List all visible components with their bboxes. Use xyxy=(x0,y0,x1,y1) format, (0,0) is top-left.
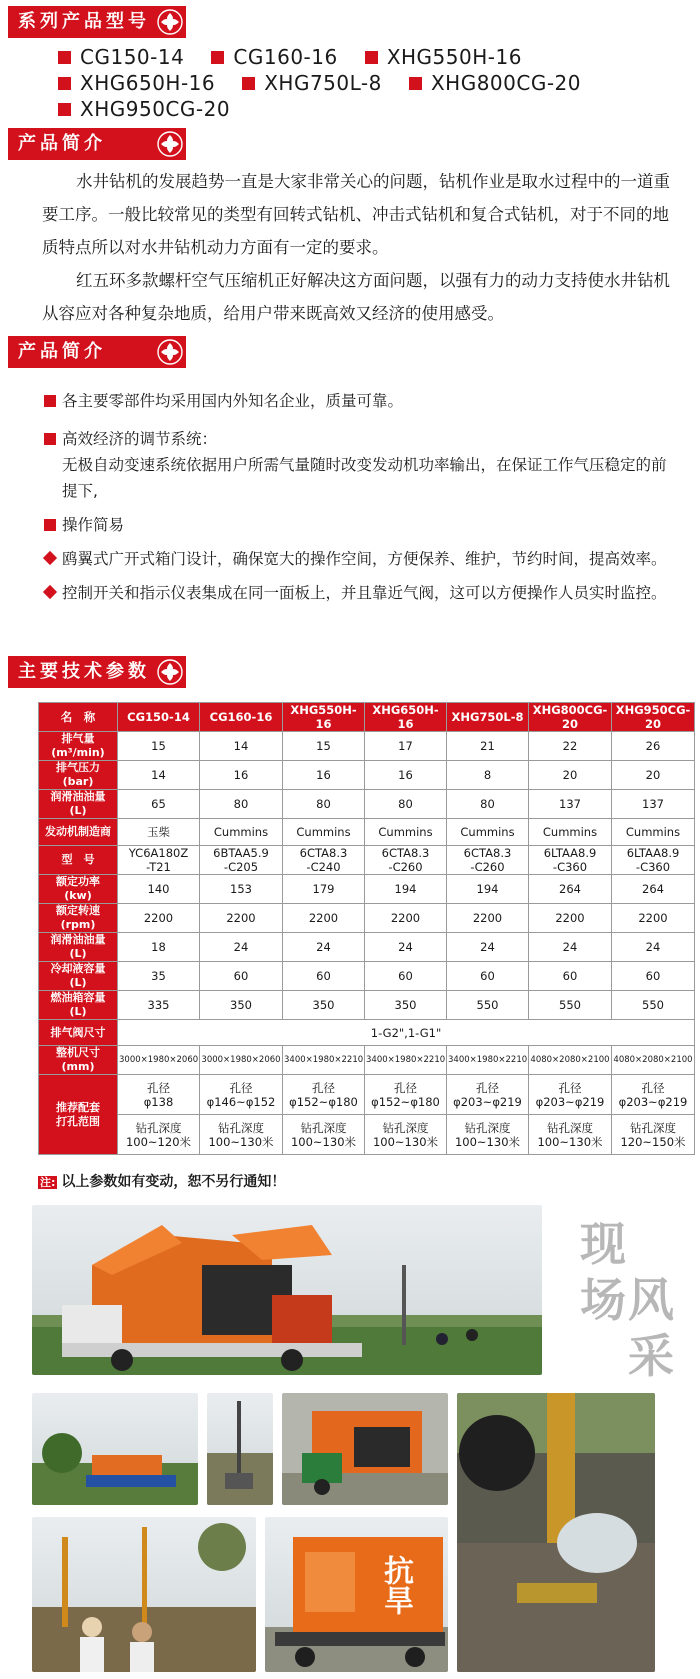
flower-icon xyxy=(156,658,184,686)
table-cell: 钻孔深度 100~130米 xyxy=(529,1115,612,1155)
table-cell: 2200 xyxy=(447,904,529,933)
table-cell: 3000×1980×2060 xyxy=(200,1046,283,1075)
table-cell: 80 xyxy=(200,790,283,819)
feature-item: 控制开关和指示仪表集成在同一面板上，并且靠近气阀，这可以方便操作人员实时监控。 xyxy=(44,580,674,606)
table-row xyxy=(39,1046,695,1075)
table-row xyxy=(39,732,695,761)
spec-table xyxy=(38,702,695,1155)
table-cell: 20 xyxy=(612,761,695,790)
feature-list xyxy=(44,388,674,606)
table-cell: 钻孔深度 100~130米 xyxy=(283,1115,365,1155)
table-cell: 钻孔深度 100~130米 xyxy=(365,1115,447,1155)
table-cell: 17 xyxy=(365,732,447,761)
table-cell: 26 xyxy=(612,732,695,761)
table-row xyxy=(39,991,695,1020)
photo-workers xyxy=(32,1517,256,1672)
table-cell: 钻孔深度 120~150米 xyxy=(612,1115,695,1155)
model-item: CG160-16 xyxy=(211,44,337,70)
model-item: XHG950CG-20 xyxy=(58,96,230,122)
table-cell: 孔径 φ203~φ219 xyxy=(447,1075,529,1115)
note-text: 以上参数如有变动，恕不另行通知！ xyxy=(61,1174,286,1190)
table-cell: Cummins xyxy=(612,819,695,846)
photo-orange-truck xyxy=(265,1517,448,1672)
table-cell: 137 xyxy=(529,790,612,819)
photo-compressor-unit xyxy=(282,1393,448,1505)
section-header-features xyxy=(8,336,186,368)
table-cell: 2200 xyxy=(612,904,695,933)
section-header-models xyxy=(8,6,186,38)
table-row xyxy=(39,904,695,933)
table-cell: 孔径 φ203~φ219 xyxy=(612,1075,695,1115)
table-cell: Cummins xyxy=(365,819,447,846)
table-cell: 玉柴 xyxy=(118,819,200,846)
model-item: CG150-14 xyxy=(58,44,184,70)
row-label: 额定功率 (kw) xyxy=(39,875,118,904)
table-header-row xyxy=(39,703,695,732)
table-cell: 6BTAA5.9 -C205 xyxy=(200,846,283,875)
caption-char: 风 xyxy=(628,1273,674,1327)
intro-text xyxy=(42,165,670,330)
row-label: 型 号 xyxy=(39,846,118,875)
table-cell: 6LTAA8.9 -C360 xyxy=(612,846,695,875)
table-cell: 钻孔深度 100~130米 xyxy=(200,1115,283,1155)
table-cell: 137 xyxy=(612,790,695,819)
table-row xyxy=(39,1075,695,1115)
table-cell: 179 xyxy=(283,875,365,904)
table-cell: 24 xyxy=(283,933,365,962)
table-cell: 550 xyxy=(447,991,529,1020)
table-cell: 3400×1980×2210 xyxy=(447,1046,529,1075)
table-cell: 140 xyxy=(118,875,200,904)
table-cell: Cummins xyxy=(283,819,365,846)
row-label: 冷却液容量 (L) xyxy=(39,962,118,991)
table-cell: 264 xyxy=(529,875,612,904)
table-cell: Cummins xyxy=(200,819,283,846)
table-cell: 60 xyxy=(612,962,695,991)
table-cell: 153 xyxy=(200,875,283,904)
table-cell: 钻孔深度 100~120米 xyxy=(118,1115,200,1155)
table-cell: 孔径 φ138 xyxy=(118,1075,200,1115)
table-row xyxy=(39,790,695,819)
table-cell: 80 xyxy=(365,790,447,819)
feature-item: 高效经济的调节系统： xyxy=(44,426,674,452)
intro-paragraph-2: 红五环多款螺杆空气压缩机正好解决这方面问题，以强有力的动力支持使水井钻机从容应对各种复杂地质，给用户带来既高效又经济的使用感受。 xyxy=(42,271,670,323)
table-header-model: XHG550H-16 xyxy=(283,703,365,732)
feature-detail: 无极自动变速系统依据用户所需气量随时改变发动机功率输出，在保证工作气压稳定的前提下, xyxy=(62,456,667,500)
table-cell: 60 xyxy=(447,962,529,991)
table-cell: 孔径 φ203~φ219 xyxy=(529,1075,612,1115)
table-header-name: 名 称 xyxy=(39,703,118,732)
model-item: XHG800CG-20 xyxy=(409,70,581,96)
table-cell: 6CTA8.3 -C260 xyxy=(447,846,529,875)
intro-paragraph-1: 水井钻机的发展趋势一直是大家非常关心的问题，钻机作业是取水过程中的一道重要工序。一般比较常见的类型有回转式钻机、冲击式钻机和复合式钻机，对于不同的地质特点所以对水井钻机动力方面有一定的要求。 xyxy=(42,172,670,257)
table-cell: 24 xyxy=(200,933,283,962)
table-cell: 孔径 φ152~φ180 xyxy=(283,1075,365,1115)
table-cell: 80 xyxy=(447,790,529,819)
row-label: 发动机制造商 xyxy=(39,819,118,846)
table-cell: 14 xyxy=(118,761,200,790)
flower-icon xyxy=(156,130,184,158)
feature-item: 各主要零部件均采用国内外知名企业，质量可靠。 xyxy=(44,388,674,414)
disclaimer-note xyxy=(38,1171,285,1191)
table-row xyxy=(39,846,695,875)
row-label: 润滑油油量 (L) xyxy=(39,933,118,962)
table-cell: 4080×2080×2100 xyxy=(529,1046,612,1075)
table-cell: 335 xyxy=(118,991,200,1020)
table-header-model: XHG800CG-20 xyxy=(529,703,612,732)
table-cell: 22 xyxy=(529,732,612,761)
table-cell: 3400×1980×2210 xyxy=(365,1046,447,1075)
table-cell: 24 xyxy=(365,933,447,962)
table-cell: 钻孔深度 100~130米 xyxy=(447,1115,529,1155)
table-header-model: CG150-14 xyxy=(118,703,200,732)
table-cell: 194 xyxy=(447,875,529,904)
table-cell: 6LTAA8.9 -C360 xyxy=(529,846,612,875)
photo-field-truck xyxy=(32,1393,198,1505)
table-cell: 3000×1980×2060 xyxy=(118,1046,200,1075)
row-label: 推荐配套 打孔范围 xyxy=(39,1075,118,1155)
table-cell: 4080×2080×2100 xyxy=(612,1046,695,1075)
table-row xyxy=(39,1115,695,1155)
table-cell: 2200 xyxy=(118,904,200,933)
table-cell: 6CTA8.3 -C240 xyxy=(283,846,365,875)
table-cell: 60 xyxy=(529,962,612,991)
table-cell: YC6A180Z -T21 xyxy=(118,846,200,875)
table-cell: 550 xyxy=(529,991,612,1020)
table-cell: 350 xyxy=(365,991,447,1020)
caption-char: 场 xyxy=(580,1273,626,1327)
model-list xyxy=(58,44,678,122)
table-row xyxy=(39,962,695,991)
table-cell: 24 xyxy=(612,933,695,962)
table-cell: 1-G2",1-G1" xyxy=(118,1020,695,1046)
table-cell: 35 xyxy=(118,962,200,991)
table-cell: 350 xyxy=(200,991,283,1020)
row-label: 整机尺寸 (mm) xyxy=(39,1046,118,1075)
table-cell: 3400×1980×2210 xyxy=(283,1046,365,1075)
table-header-model: XHG750L-8 xyxy=(447,703,529,732)
table-row xyxy=(39,875,695,904)
caption-char: 采 xyxy=(628,1329,674,1383)
section-header-intro xyxy=(8,128,186,160)
table-cell: 15 xyxy=(118,732,200,761)
table-cell: 264 xyxy=(612,875,695,904)
row-label: 燃油箱容量 (L) xyxy=(39,991,118,1020)
caption-char: 现 xyxy=(580,1217,626,1271)
table-cell: 60 xyxy=(200,962,283,991)
table-cell: 2200 xyxy=(529,904,612,933)
section-header-params xyxy=(8,656,186,688)
model-item: XHG550H-16 xyxy=(365,44,522,70)
table-cell: 15 xyxy=(283,732,365,761)
flower-icon xyxy=(156,8,184,36)
table-cell: 194 xyxy=(365,875,447,904)
table-cell: 孔径 φ152~φ180 xyxy=(365,1075,447,1115)
table-cell: 20 xyxy=(529,761,612,790)
model-item: XHG750L-8 xyxy=(242,70,382,96)
table-header-model: XHG650H-16 xyxy=(365,703,447,732)
photo-compressor-truck xyxy=(32,1205,542,1375)
table-cell: 21 xyxy=(447,732,529,761)
table-cell: 2200 xyxy=(365,904,447,933)
table-cell: 2200 xyxy=(200,904,283,933)
table-row xyxy=(39,933,695,962)
table-header-model: CG160-16 xyxy=(200,703,283,732)
table-cell: 8 xyxy=(447,761,529,790)
row-label: 润滑油油量 (L) xyxy=(39,790,118,819)
note-tag: 注: xyxy=(40,1176,56,1189)
section-title: 产品简介 xyxy=(18,133,106,154)
table-cell: 60 xyxy=(365,962,447,991)
table-cell: 24 xyxy=(529,933,612,962)
table-cell: 14 xyxy=(200,732,283,761)
table-cell: 350 xyxy=(283,991,365,1020)
section-title: 主要技术参数 xyxy=(18,661,150,682)
table-cell: 60 xyxy=(283,962,365,991)
table-cell: 550 xyxy=(612,991,695,1020)
table-cell: 16 xyxy=(365,761,447,790)
table-cell: Cummins xyxy=(529,819,612,846)
table-cell: 孔径 φ146~φ152 xyxy=(200,1075,283,1115)
truck-label: 抗旱 xyxy=(378,1555,413,1615)
model-item: XHG650H-16 xyxy=(58,70,215,96)
table-row xyxy=(39,819,695,846)
table-cell: 6CTA8.3 -C260 xyxy=(365,846,447,875)
section-title: 产品简介 xyxy=(18,341,106,362)
table-cell: 18 xyxy=(118,933,200,962)
row-label: 排气阀尺寸 xyxy=(39,1020,118,1046)
feature-item: 操作简易 xyxy=(44,512,674,538)
photo-drill-rig xyxy=(207,1393,273,1505)
table-cell: 2200 xyxy=(283,904,365,933)
photo-drilling-water xyxy=(457,1393,655,1672)
section-title: 系列产品型号 xyxy=(18,11,150,32)
row-label: 排气压力 (bar) xyxy=(39,761,118,790)
table-header-model: XHG950CG-20 xyxy=(612,703,695,732)
table-cell: 65 xyxy=(118,790,200,819)
row-label: 排气量 (m³/min) xyxy=(39,732,118,761)
row-label: 额定转速 (rpm) xyxy=(39,904,118,933)
flower-icon xyxy=(156,338,184,366)
table-row xyxy=(39,761,695,790)
feature-item: 鸥翼式广开式箱门设计，确保宽大的操作空间，方便保养、维护，节约时间，提高效率。 xyxy=(44,546,674,572)
table-cell: 80 xyxy=(283,790,365,819)
table-row xyxy=(39,1020,695,1046)
table-cell: 16 xyxy=(200,761,283,790)
table-cell: Cummins xyxy=(447,819,529,846)
table-cell: 16 xyxy=(283,761,365,790)
table-cell: 24 xyxy=(447,933,529,962)
